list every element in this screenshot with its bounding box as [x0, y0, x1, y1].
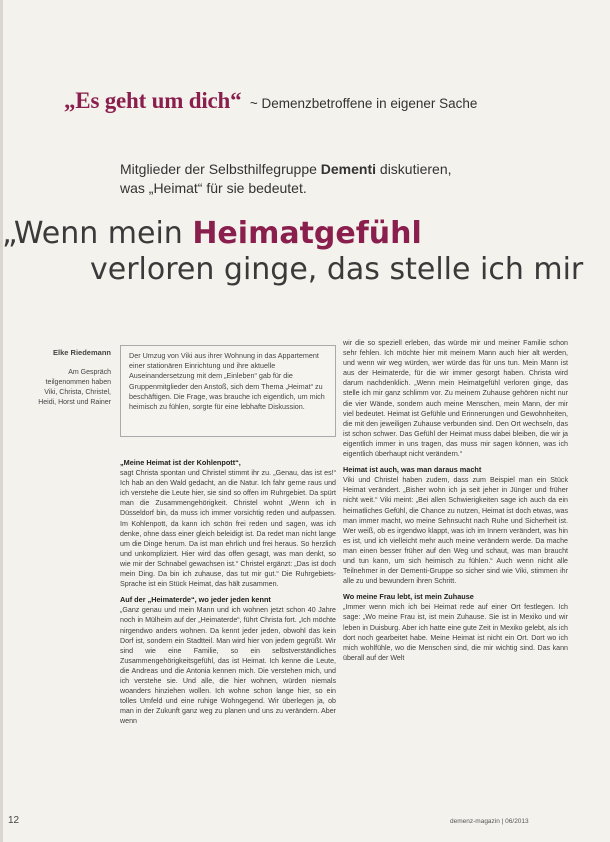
headline-part1: „Wenn mein [2, 216, 193, 251]
rubric-title: „Es geht um dich“ [64, 88, 242, 113]
intro-line1-c: diskutieren, [376, 161, 452, 177]
paragraph: sagt Christa spontan und Christel stimmt ihr zu. „Genau, das ist es!“ Ich hab an den Wald gedacht, an die Natur. Ich fahr gerne raus und ich verstehe die Leute hier, sie sind so offen im Ruhrgebiet. Da spürt man die Zusammengehörigkeit. Christel wohnt „Wenn ich in Düsseldorf bin, da muss ich immer vorsichtig reden und aufpassen. Im Kohlenpott, da kann ich schön frei reden und sagen, was ich denke, ohne dass einer gleich beleidigt ist. Da redet man nicht lange um die Dinge herum. Da ist man ehrlich und frei heraus. So herzlich und unkompliziert. Hier wird das offen gesagt, was man denkt, so wie mir der Schnabel gewachsen ist.“ Christel ergänzt: „Das ist doch mein Ding. Da bin ich zuhause, das tut mir gut.“ Die Ruhrgebiets-Sprache ist ein Stück Heimat, das hält zusammen. [120, 469, 336, 589]
paragraph: Viki und Christel haben zudem, dass zum Beispiel man ein Stück Heimat verändert. „Bisher wohn ich ja seit jeher in Jünger und früher nicht weit.“ Viki meint: „Bei allen Schwierigkeiten sage ich auch da ein heimatliches Gefühl, die Chance zu nutzen, Heimat ist doch etwas, was man immer macht, wo meine Sehnsucht nach Ruhe und Sicherheit ist. Wer weiß, ob es irgendwo klappt, was ich im Innern verändert, was hin es ist, und ich vielleicht mehr auch meine verändern werde. Da mache man einen besser früher auf den Weg und schaut, was man braucht und tun kann, um sich heimisch zu fühlen.“ Auch wenn nicht alle Teilnehmer in der Dementi-Gruppe so sicher sind wie Viki, stimmen ihr alle zu und bewundern ihren Schritt. [343, 476, 568, 586]
intro-line1-a: Mitglieder der Selbsthilfegruppe [120, 161, 321, 177]
page-number: 12 [8, 815, 20, 826]
body-column-1 [120, 452, 336, 726]
body-column-2 [343, 338, 568, 663]
subheading: Heimat ist auch, was man daraus macht [343, 465, 482, 475]
section-rubric [64, 88, 477, 114]
rubric-subtitle: ~ Demenzbetroffene in eigener Sache [249, 96, 478, 111]
intro-text [120, 160, 540, 198]
scan-edge [0, 0, 3, 842]
article-headline [2, 216, 607, 288]
subheading: Wo meine Frau lebt, ist mein Zuhause [343, 592, 474, 602]
author-note: Am Gespräch teilgenommen haben Viki, Christa, Christel, Heidi, Horst und Rainer [38, 369, 111, 406]
footer-info: demenz-magazin | 06/2013 [450, 818, 529, 825]
subheading: Auf der „Heimaterde“, wo jeder jeden kennt [120, 595, 271, 605]
author-column [32, 348, 111, 408]
headline-accent: Heimatgefühl [192, 216, 422, 251]
intro-group-name: Dementi [320, 161, 377, 177]
subheading: „Meine Heimat ist der Kohlenpott“, [120, 458, 241, 467]
paragraph: wir die so speziell erleben, das würde mir und meiner Familie schon sehr fehlen. Ich möchte hier mit meinem Mann auch hier alt werden, und wenn wir weg würden, wer würde das für uns tun. Mein Mann ist aus der Heimaterde, für die wir immer gesorgt haben. Christa wird darum nachdenklich. „Wenn mein Heimatgefühl verloren ginge, das stelle ich mir ganz schlimm vor. Zu meinem Zuhause gehören nicht nur die vier Wände, sondern auch meine Menschen, mein Mann, der mir viel bedeutet. Heimat ist Gefühle und Erinnerungen und Gewohnheiten, die mit den jeweiligen Zuhause verbunden sind. Den Ort wechseln, das ist schon schwer. Das Gefühl der Heimat muss dabei bleiben, die wir ja eigentlich immer in uns tragen, das muss mir sagen können, was ich eigentlich überhaupt nicht verändern.“ [343, 339, 568, 459]
lede-box: Der Umzug von Viki aus ihrer Wohnung in das Appartement einer stationären Einrichtung und ihre aktuelle Auseinandersetzung mit dem „Einleben“ gab für die Gruppenmitglieder den Anstoß, sich dem Thema „Heimat“ zu beschäftigen. Die Frage, was brauche ich eigentlich, um mich heimisch zu fühlen, sorgte für eine lebhafte Diskussion. [120, 345, 336, 437]
intro-line2: was „Heimat“ für sie bedeutet. [120, 180, 307, 196]
paragraph: „Ganz genau und mein Mann und ich wohnen jetzt schon 40 Jahre noch in Mülheim auf der „Heimaterde“, führt Christa fort. „Ich möchte nirgendwo anders wohnen. Da kennt jeder jeden, obwohl das kein Dorf ist, sondern ein Stadtteil. Man wird hier von jedem gegrüßt. Wir sind wie eine Familie, so ein selbstverständliches Zusammengehörigkeitsgefühl, das ist Heimat. Ich kenne die Leute, die Andreas und die Antonia kennen mich. Die verstehen mich, und ich verstehe sie. Und alle, die hier wohnen, würden niemals woanders hinziehen wollen. Ich wohne schon lange hier, so ein tolles Umfeld und eine ruhige Wohngegend. Wir überlegen ja, ob man in der Zukunft ganz weg zu planen und uns zu verändern. Aber wenn [120, 606, 336, 726]
author-name: Elke Riedemann [53, 348, 111, 357]
paragraph: „Immer wenn mich ich bei Heimat rede auf einer Ort festlegen. Ich sage: „Wo meine Frau ist, ist mein Zuhause. Sie ist in Mexiko und wir leben in Duisburg. Aber ich hatte eine gute Zeit in Mexiko gelebt, als ich dort noch gearbeitet habe. Meine Heimat ist nicht ein Ort. Dort wo ich mich wohlfühle, wo die Menschen sind, die mir wichtig sind. Das kann überall auf der Welt [343, 603, 568, 662]
headline-line2: verloren ginge, das stelle ich mir [90, 252, 584, 287]
